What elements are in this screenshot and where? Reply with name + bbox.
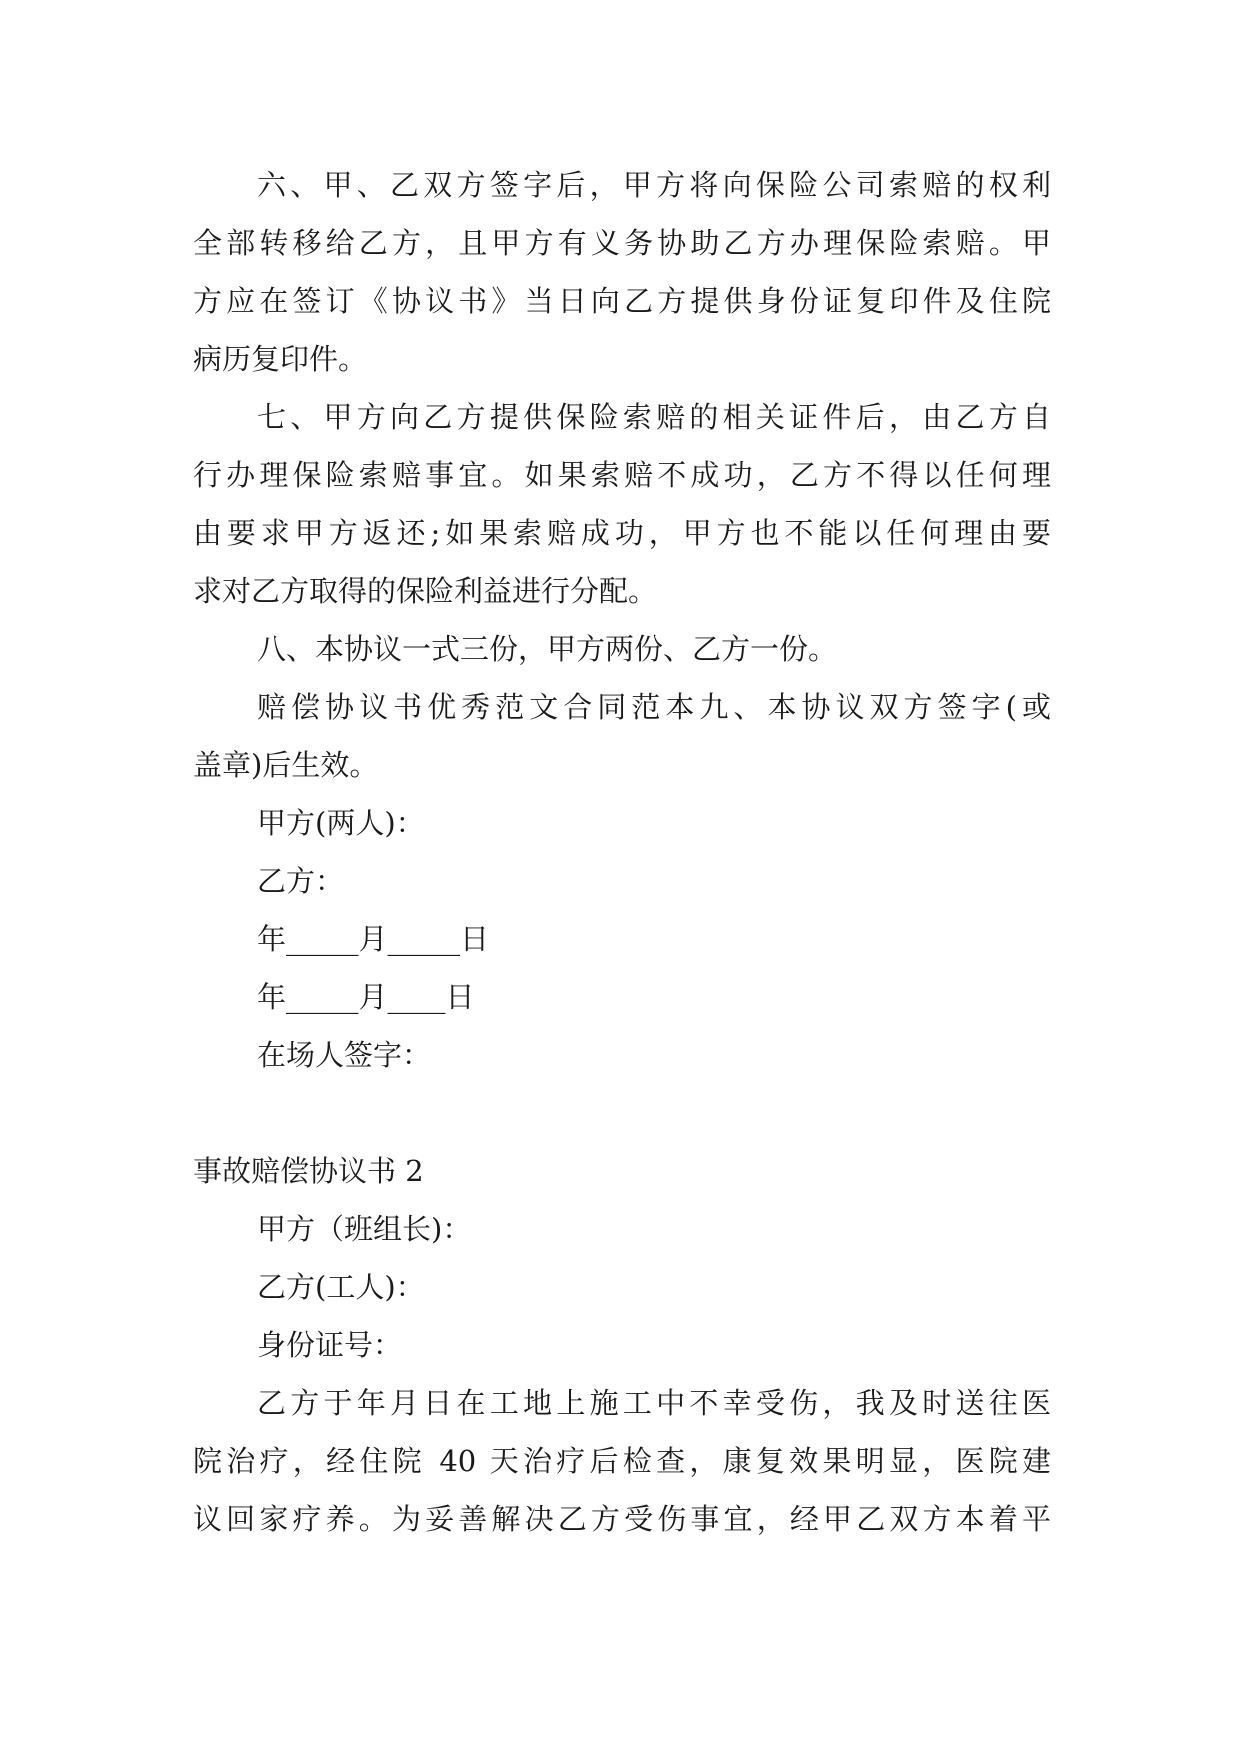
party-b-signature-label: 乙方：	[257, 864, 345, 898]
paragraph-6-line-2: 全部转移给乙方，且甲方有义务协助乙方办理保险索赔。甲	[193, 226, 1051, 260]
paragraph-6-line-1: 六、甲、乙双方签字后，甲方将向保险公司索赔的权利	[257, 168, 1051, 202]
text-line	[0, 156, 1241, 214]
text-line	[0, 330, 1241, 388]
date-line-1: 年_____月_____日	[257, 922, 490, 956]
text-line	[0, 620, 1241, 678]
text-line	[0, 446, 1241, 504]
text-line	[0, 1490, 1241, 1548]
text-line	[0, 562, 1241, 620]
text-line	[0, 794, 1241, 852]
witness-signature-label: 在场人签字：	[257, 1038, 432, 1072]
paragraph-6-line-4: 病历复印件。	[193, 342, 368, 376]
text-line	[0, 1258, 1241, 1316]
paragraph-8: 八、本协议一式三份，甲方两份、乙方一份。	[257, 632, 838, 666]
paragraph-7-line-2: 行办理保险索赔事宜。如果索赔不成功，乙方不得以任何理	[193, 458, 1051, 492]
date-line-2: 年_____月____日	[257, 980, 475, 1014]
injury-paragraph-line-3: 议回家疗养。为妥善解决乙方受伤事宜，经甲乙双方本着平	[193, 1502, 1051, 1536]
text-line	[0, 1142, 1241, 1200]
text-line	[0, 1374, 1241, 1432]
text-line	[0, 910, 1241, 968]
party-a-label: 甲方（班组长)：	[257, 1212, 472, 1246]
text-line	[0, 852, 1241, 910]
injury-paragraph-line-1: 乙方于年月日在工地上施工中不幸受伤，我及时送往医	[257, 1386, 1051, 1420]
party-b-label: 乙方(工人)：	[257, 1270, 425, 1304]
text-line	[0, 968, 1241, 1026]
paragraph-7-line-3: 由要求甲方返还;如果索赔成功，甲方也不能以任何理由要	[193, 516, 1051, 550]
text-line	[0, 388, 1241, 446]
party-a-signature-label: 甲方(两人)：	[257, 806, 425, 840]
text-line	[0, 504, 1241, 562]
injury-paragraph-line-2: 院治疗，经住院 40 天治疗后检查，康复效果明显，医院建	[193, 1444, 1051, 1478]
text-line	[0, 272, 1241, 330]
paragraph-6-line-3: 方应在签订《协议书》当日向乙方提供身份证复印件及住院	[193, 284, 1051, 318]
text-line	[0, 1316, 1241, 1374]
id-number-label: 身份证号：	[257, 1328, 403, 1362]
text-line	[0, 214, 1241, 272]
text-line	[0, 1432, 1241, 1490]
paragraph-9-line-2: 盖章)后生效。	[193, 748, 379, 782]
section-title: 事故赔偿协议书 2	[193, 1154, 424, 1188]
paragraph-7-line-4: 求对乙方取得的保险利益进行分配。	[193, 574, 658, 608]
text-line	[0, 736, 1241, 794]
text-line	[0, 1026, 1241, 1084]
paragraph-9-line-1: 赔偿协议书优秀范文合同范本九、本协议双方签字(或	[257, 690, 1051, 724]
text-line	[0, 678, 1241, 736]
text-line	[0, 1200, 1241, 1258]
paragraph-7-line-1: 七、甲方向乙方提供保险索赔的相关证件后，由乙方自	[257, 400, 1051, 434]
